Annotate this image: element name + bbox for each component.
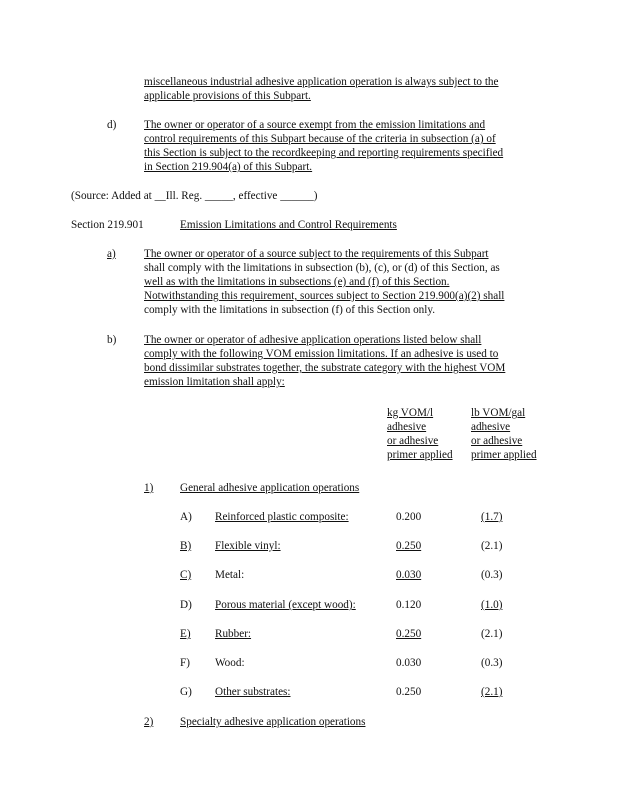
header-lb-1: lb VOM/gal xyxy=(471,407,526,419)
para-a-line-2: shall comply with the limitations in subsection (b), (c), or (d) of this Section, as xyxy=(144,262,500,274)
para-d-line-3: this Section is subject to the recordkeeping and reporting requirements specified xyxy=(144,147,504,159)
section-number: Section 219.901 xyxy=(71,219,144,231)
header-kg-3: or adhesive xyxy=(387,435,439,447)
row-f-lb: (0.3) xyxy=(481,657,503,669)
para-a-label: a) xyxy=(107,248,116,260)
row-a-kg: 0.200 xyxy=(396,511,422,523)
para-b-line-4: emission limitation shall apply: xyxy=(144,376,285,388)
row-g-kg: 0.250 xyxy=(396,686,422,698)
para-b-line-1: The owner or operator of adhesive application operations listed below shall xyxy=(144,334,482,346)
para-b-line-2: comply with the following VOM emission limitations. If an adhesive is used to xyxy=(144,348,499,360)
group-2-title: Specialty adhesive application operations xyxy=(180,716,366,728)
row-g-lb: (2.1) xyxy=(481,686,503,698)
section-title: Emission Limitations and Control Requirements xyxy=(180,219,397,231)
row-b-kg: 0.250 xyxy=(396,540,422,552)
header-kg-4: primer applied xyxy=(387,449,453,461)
source-note: (Source: Added at __Ill. Reg. _____, effective ______) xyxy=(71,190,318,202)
row-g-label: G) xyxy=(180,686,192,698)
row-e-lb: (2.1) xyxy=(481,628,503,640)
row-c-kg: 0.030 xyxy=(396,569,422,581)
header-lb-3: or adhesive xyxy=(471,435,523,447)
group-1-title: General adhesive application operations xyxy=(180,482,360,494)
header-lb-4: primer applied xyxy=(471,449,537,461)
row-d-kg: 0.120 xyxy=(396,599,422,611)
para-a-line-3: well as with the limitations in subsections (e) and (f) of this Section. xyxy=(144,276,450,288)
para-b-line-3: bond dissimilar substrates together, the substrate category with the highest VOM xyxy=(144,362,506,374)
row-b-lb: (2.1) xyxy=(481,540,503,552)
group-1-label: 1) xyxy=(144,482,154,494)
row-c-label: C) xyxy=(180,569,192,581)
row-a-label: A) xyxy=(180,511,192,523)
row-c-name: Metal: xyxy=(215,569,245,581)
row-d-label: D) xyxy=(180,599,192,611)
row-c-lb: (0.3) xyxy=(481,569,503,581)
para-d-line-4: in Section 219.904(a) of this Subpart. xyxy=(144,161,313,173)
row-b-name: Flexible vinyl: xyxy=(215,540,281,552)
header-kg-2: adhesive xyxy=(387,421,427,433)
intro-line-2: applicable provisions of this Subpart. xyxy=(144,90,311,102)
para-d-line-1: The owner or operator of a source exempt from the emission limitations and xyxy=(144,119,486,131)
para-a-line-5: comply with the limitations in subsection (f) of this Section only. xyxy=(144,304,436,316)
row-b-label: B) xyxy=(180,540,192,552)
group-2-label: 2) xyxy=(144,716,154,728)
para-d-label: d) xyxy=(107,119,117,131)
row-e-label: E) xyxy=(180,628,191,640)
row-d-name: Porous material (except wood): xyxy=(215,599,356,611)
para-b-label: b) xyxy=(107,334,117,346)
row-f-kg: 0.030 xyxy=(396,657,422,669)
intro-line-1: miscellaneous industrial adhesive application operation is always subject to the xyxy=(144,76,499,88)
row-e-kg: 0.250 xyxy=(396,628,422,640)
header-lb-2: adhesive xyxy=(471,421,511,433)
header-kg-1: kg VOM/l xyxy=(387,407,434,419)
para-a-line-1: The owner or operator of a source subject to the requirements of this Subpart xyxy=(144,248,489,260)
row-g-name: Other substrates: xyxy=(215,686,291,698)
para-d-line-2: control requirements of this Subpart because of the criteria in subsection (a) of xyxy=(144,133,496,145)
row-e-name: Rubber: xyxy=(215,628,252,640)
row-f-name: Wood: xyxy=(215,657,245,669)
row-f-label: F) xyxy=(180,657,190,669)
row-d-lb: (1.0) xyxy=(481,599,503,611)
row-a-lb: (1.7) xyxy=(481,511,503,523)
row-a-name: Reinforced plastic composite: xyxy=(215,511,349,523)
para-a-line-4: Notwithstanding this requirement, sources subject to Section 219.900(a)(2) shall xyxy=(144,290,505,302)
